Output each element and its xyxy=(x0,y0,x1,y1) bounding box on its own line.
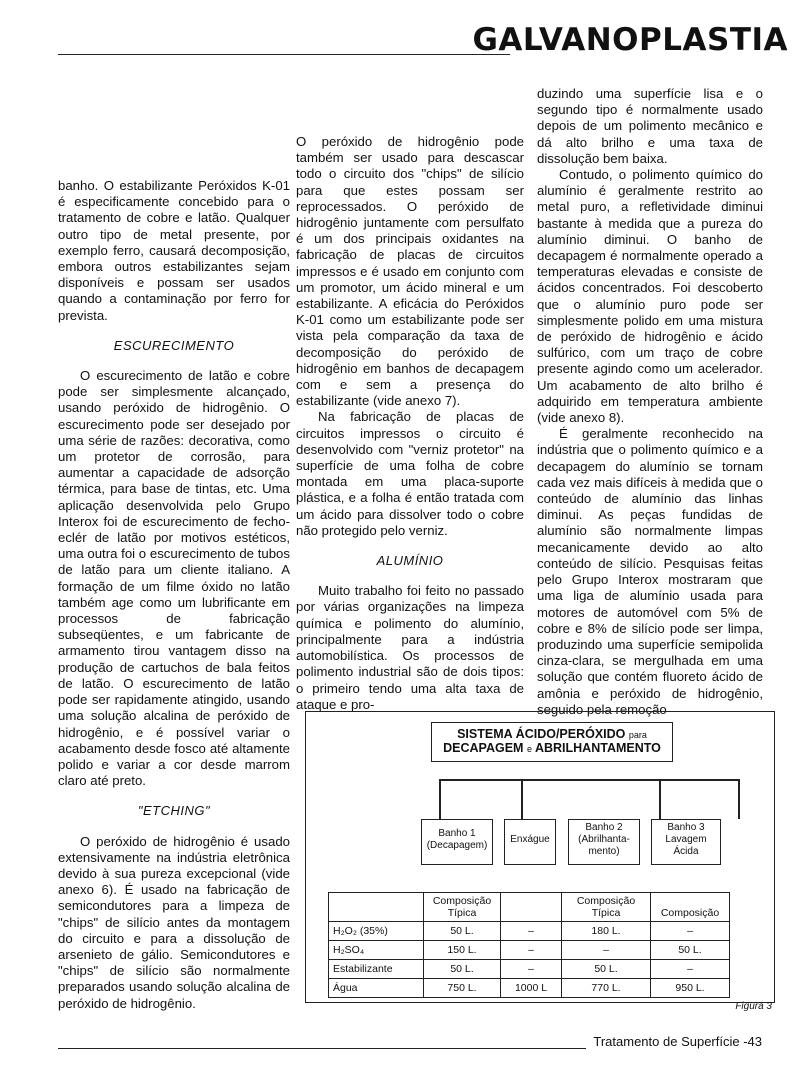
table-header xyxy=(424,893,501,922)
table-cell: 750 L. xyxy=(424,979,501,998)
subheading-etching: "ETCHING" xyxy=(137,803,211,819)
flow-line xyxy=(738,806,740,819)
footer-rule xyxy=(58,1048,586,1049)
subheading-aluminio: ALUMÍNIO xyxy=(376,553,444,569)
figure-title-b: DECAPAGEM xyxy=(443,741,524,755)
column-3 xyxy=(537,86,763,718)
column-2 xyxy=(296,134,524,713)
table-row xyxy=(329,960,730,979)
flow-line xyxy=(439,779,739,781)
table-cell: – xyxy=(651,922,730,941)
tank-label: Lavagem xyxy=(665,834,707,845)
table-header: Composição xyxy=(651,893,730,922)
paragraph: Na fabricação de placas de circuitos impressos o circuito é desenvolvido com "verniz protetor" na superfície de uma folha de cobre montada em uma placa-suporte plástica, e a folha é então tratada com um ácido para dissolver todo o cobre não protegido pelo verniz. xyxy=(296,409,524,538)
header-text: Composição xyxy=(432,895,492,907)
header-rule xyxy=(58,54,510,55)
tank-banho-2 xyxy=(568,819,640,865)
tank-label: mento) xyxy=(588,846,620,857)
table-cell: 770 L. xyxy=(562,979,651,998)
table-cell: – xyxy=(501,922,562,941)
header-text: Típica xyxy=(447,907,477,919)
subheading-escurecimento: ESCURECIMENTO xyxy=(113,337,235,353)
section-title: GALVANOPLASTIA xyxy=(472,22,788,58)
tank-label: (Abrilhanta- xyxy=(578,834,630,845)
tank-label: Ácida xyxy=(673,846,699,857)
paragraph: O peróxido de hidrogênio é usado extensivamente na indústria eletrônica devido à sua pureza excepcional (vide anexo 6). É usado na fabricação de semicondutores para a limpeza de "chips" de silício antes da montagem do circuito e para a dissolução de arsenieto de gálio. Semicondutores e "chips" de silício são normalmente preparados usando solução alcalina de peróxido de hidrogênio. xyxy=(58,833,290,1011)
table-cell: Estabilizante xyxy=(329,960,424,979)
table-cell: 1000 L xyxy=(501,979,562,998)
table-cell: H₂SO₄ xyxy=(329,941,424,960)
table-cell: 50 L. xyxy=(424,960,501,979)
paragraph: O escurecimento de latão e cobre pode ser simplesmente alcançado, usando peróxido de hidrogênio. O escurecimento pode ser desejado por uma série de razões: decorativa, como um protetor de corrosão, para aumentar a capacidade de adsorção térmica, para base de tintas, etc. Uma aplicação desenvolvida pelo Grupo Interox foi de escurecimento de fecho-eclér de latão por motivos estéticos, uma outra foi o escurecimento de tubos de latão para um cliente italiano. A formação de um filme óxido no latão também age como um lubrificante em processos de fabricação subseqüentes, e um fabricante de armamento tirou vantagem disso na produção de cartuchos de bala feitos de latão. O escurecimento de latão pode ser rapidamente atingido, usando uma solução alcalina de peróxido de hidrogênio, e é possível variar o acabamento desde fosco até altamente polido e variar a cor desde marrom claro até preto. xyxy=(58,368,290,789)
table-cell xyxy=(501,893,562,922)
paragraph: Contudo, o polimento químico do alumínio é geralmente restrito ao metal puro, a refletividade diminui bastante à medida que a pureza do alumínio diminui. O banho de decapagem é normalmente operado a temperaturas elevadas e consiste de ácidos concentrados. Foi descoberto que o alumínio puro pode ser simplesmente polido em uma mistura de peróxido de hidrogênio e ácido sulfúrico, com um traço de cobre presente agindo como um acelerador. Um acabamento de alto brilho é adquirido em temperatura ambiente (vide anexo 8). xyxy=(537,167,763,426)
column-1 xyxy=(58,178,290,1012)
table-cell: – xyxy=(651,960,730,979)
figure-title-c: ABRILHANTAMENTO xyxy=(534,741,661,755)
header-text: Típica xyxy=(591,907,621,919)
figure-title-para: para xyxy=(628,730,647,740)
tank-label: Banho 3 xyxy=(667,822,705,833)
flow-line xyxy=(659,779,661,806)
tank-label: Banho 2 xyxy=(585,822,623,833)
table-cell: 50 L. xyxy=(562,960,651,979)
table-row xyxy=(329,922,730,941)
table-cell: 50 L. xyxy=(651,941,730,960)
page-footer: Tratamento de Superfície -43 xyxy=(593,1034,762,1049)
figure-title xyxy=(431,722,673,762)
table-cell: 950 L. xyxy=(651,979,730,998)
flow-line xyxy=(521,806,523,819)
paragraph: O peróxido de hidrogênio pode também ser usado para descascar todo o circuito dos "chips" de silício para que estes possam ser reprocessados. O peróxido de hidrogênio juntamente com persulfato é um dos principais oxidantes na fabricação de placas de circuitos impressos e é usado em conjunto com um promotor, um ácido mineral e um estabilizante. A eficácia do Peróxidos K-01 como um estabilizante pode ser vista pela comparação da taxa de decomposição do peróxido de hidrogênio em banhos de decapagem com e sem a presença do estabilizante (vide anexo 7). xyxy=(296,134,524,409)
table-cell: 150 L. xyxy=(424,941,501,960)
table-row xyxy=(329,941,730,960)
paragraph: Muito trabalho foi feito no passado por várias organizações na limpeza química e polimento do alumínio, principalmente para a indústria automobilística. Os processos de polimento industrial são de dois tipos: o primeiro tendo uma alta taxa de ataque e pro- xyxy=(296,583,524,712)
tank-banho-3 xyxy=(651,819,721,865)
tank-label: Enxágue xyxy=(510,834,550,845)
header-text: Composição xyxy=(576,895,636,907)
table-cell: H₂O₂ (35%) xyxy=(329,922,424,941)
figure-title-e: e xyxy=(526,744,532,754)
paragraph: duzindo uma superfície lisa e o segundo tipo é normalmente usado depois de um polimento mecânico e dá alto brilho e uma taxa de dissolução bem baixa. xyxy=(537,86,763,166)
table-cell: – xyxy=(562,941,651,960)
table-cell: – xyxy=(501,941,562,960)
table-header xyxy=(562,893,651,922)
figure-caption: Figura 3 xyxy=(735,1001,772,1012)
flow-line xyxy=(738,779,740,806)
composition-table xyxy=(328,892,730,998)
table-cell: – xyxy=(501,960,562,979)
flow-line xyxy=(659,806,661,819)
tank-banho-1 xyxy=(421,819,493,865)
paragraph: banho. O estabilizante Peróxidos K-01 é especificamente concebido para o tratamento de cobre e latão. Qualquer outro tipo de metal presente, por exemplo ferro, causará decomposição, embora outros estabilizantes sejam disponíveis e possam ser usados quando a contaminação por ferro for prevista. xyxy=(58,178,290,323)
table-row xyxy=(329,979,730,998)
tank-enxague xyxy=(504,819,556,865)
tank-label: (Decapagem) xyxy=(426,840,488,851)
flow-line xyxy=(439,806,441,819)
tank-label: Banho 1 xyxy=(438,828,476,839)
flow-line xyxy=(439,779,441,806)
figure-title-a: SISTEMA ÁCIDO/PERÓXIDO xyxy=(457,727,626,741)
figure-3 xyxy=(305,711,775,1003)
table-header-row xyxy=(329,893,730,922)
table-cell xyxy=(329,893,424,922)
table-cell: 50 L. xyxy=(424,922,501,941)
paragraph: É geralmente reconhecido na indústria que o polimento químico e a decapagem do alumínio se tornam cada vez mais difíceis à medida que o conteúdo de alumínio das linhas diminui. As peças fundidas de alumínio são normalmente limpas mecanicamente devido ao alto conteúdo de silício. Pesquisas feitas pelo Grupo Interox mostraram que uma liga de alumínio usada para motores de automóvel com 5% de cobre e 8% de silício pode ser limpa, produzindo uma superfície semipolida cinza-clara, se mergulhada em uma solução que contém fluoreto ácido de amônia e peróxido de hidrogênio, seguido pela remoção xyxy=(537,426,763,717)
flow-line xyxy=(521,779,523,806)
table-cell: Água xyxy=(329,979,424,998)
table-cell: 180 L. xyxy=(562,922,651,941)
